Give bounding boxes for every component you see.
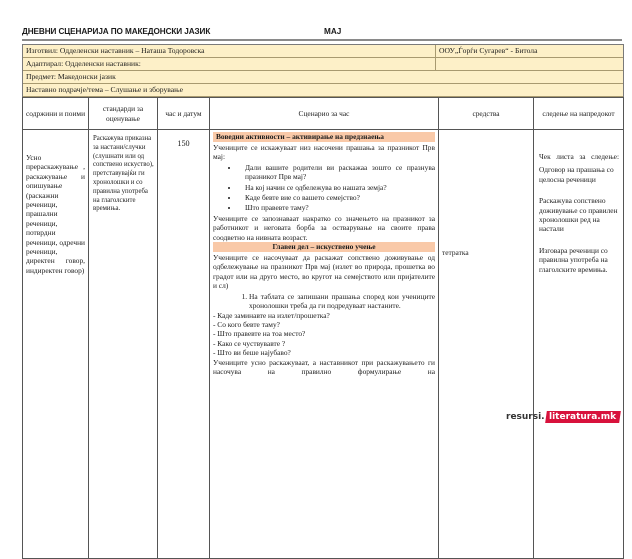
list-item: • Што правевте таму? xyxy=(239,203,435,212)
info-block xyxy=(22,44,624,97)
question-item: - Што ви беше најубаво? xyxy=(213,348,291,358)
header-resources: средства xyxy=(439,98,534,130)
list-item: • На кој начин се одбележува во нашата земја? xyxy=(239,183,435,192)
subject: Предмет: Македонски јазик xyxy=(26,72,116,81)
logo-brand xyxy=(545,411,621,423)
question-item: - Како се чуствувавте ? xyxy=(213,338,286,348)
intro-text: Учениците се искажуваат низ насочени прашања за празникот Прв мај: xyxy=(213,143,435,162)
content-cell: Усно прераскажување , раскажување и опишување (раскажни реченици, прашални реченици, потврдни реченици, одречни реченици, директен говор, индиректен говор) xyxy=(23,130,89,559)
list-item: 1. На таблата се запишани прашања според кои учениците хронолошки треба да ги подредуваат настаните. xyxy=(249,292,435,311)
month-label: МАЈ xyxy=(324,27,342,36)
progress-item: Раскажува сопствено доживување со правилен хронолошки ред на настали xyxy=(539,196,618,234)
list-item: • Каде бевте вие со вашето семејство? xyxy=(239,193,435,202)
progress-item: Одговор на прашања со целосна реченици xyxy=(539,165,614,184)
scenario-cell xyxy=(210,130,439,559)
main-text: Учениците се насочуваат да раскажат сопствено доживување од одбележување на празникот Прв мај (излет во природа, прошетка во градот или на друго место, во кругот на семејството или пријателите и сл) xyxy=(213,253,435,291)
intro-after-text: Учениците се запознаваат накратко со значењето на празникот за работникот и неговата борба за остварување на своите права соодветно на нивната возраст. xyxy=(213,213,435,242)
document-header xyxy=(22,26,622,38)
info-row-subject xyxy=(23,71,623,84)
header-content: содржини и поими xyxy=(23,98,89,130)
intro-questions xyxy=(213,163,435,213)
header-scenario: Сценарио за час xyxy=(210,98,439,130)
standards-cell: Раскажува приказна за настани/случки (слушнати или од сопствено искуство), претставувајќи ги хронолошки и со правилна употреба на глаголските времиња. xyxy=(89,130,158,559)
logo-prefix: resursi. xyxy=(506,412,545,422)
header-divider xyxy=(22,39,622,41)
question-item: - Каде заминавте на излет/прошетка? xyxy=(213,310,330,320)
checklist-label: Чек листа за следење: xyxy=(539,152,619,161)
document-title: ДНЕВНИ СЦЕНАРИЈА ПО МАКЕДОНСКИ ЈАЗИК xyxy=(22,27,211,36)
prepared-by: Изготвил: Одделенски наставник – Наташа Тодоровска xyxy=(26,46,205,55)
resources-cell: тетратка xyxy=(439,130,534,559)
question-item: - Со кого бевте таму? xyxy=(213,319,280,329)
table-row xyxy=(23,130,624,559)
intro-section-title: Воведни активности – активирање на предзнаења xyxy=(213,132,435,142)
hour-cell: 150 xyxy=(158,130,210,559)
table-header-row xyxy=(23,98,624,130)
list-item: • Дали вашите родители ви раскажаа зошто се празнува празникот Прв мај? xyxy=(239,163,435,182)
logo-brand-text: literatura.mk xyxy=(548,412,616,422)
main-after-text: Учениците усно раскажуваат, а наставникот при раскажувањето ги насочува на правилно формулирање на xyxy=(213,357,435,376)
info-row-adapted xyxy=(23,58,623,71)
header-hour: час и датум xyxy=(158,98,210,130)
footer-logo[interactable] xyxy=(506,411,620,423)
school-name: ООУ„Ѓорѓи Сугарев“ - Битола xyxy=(435,45,623,57)
info-row-area xyxy=(23,84,623,97)
adapted-by: Адаптирал: Одделенски наставник: xyxy=(26,59,141,68)
header-progress: следење на напредокот xyxy=(534,98,624,130)
progress-item: Изговара реченици со правилна употреба на глаголските времиња. xyxy=(539,245,608,274)
info-row-author xyxy=(23,45,623,58)
header-standards: стандарди за оценување xyxy=(89,98,158,130)
main-numbered-list xyxy=(213,292,435,311)
progress-cell xyxy=(534,130,624,559)
teaching-area: Наставно подрачје/тема – Слушање и зборување xyxy=(26,85,183,94)
question-item: - Што правевте на тоа место? xyxy=(213,329,306,339)
adapted-school-empty xyxy=(435,58,623,70)
lesson-table xyxy=(22,97,624,559)
main-section-title: Главен дел – искуствено учење xyxy=(213,242,435,252)
